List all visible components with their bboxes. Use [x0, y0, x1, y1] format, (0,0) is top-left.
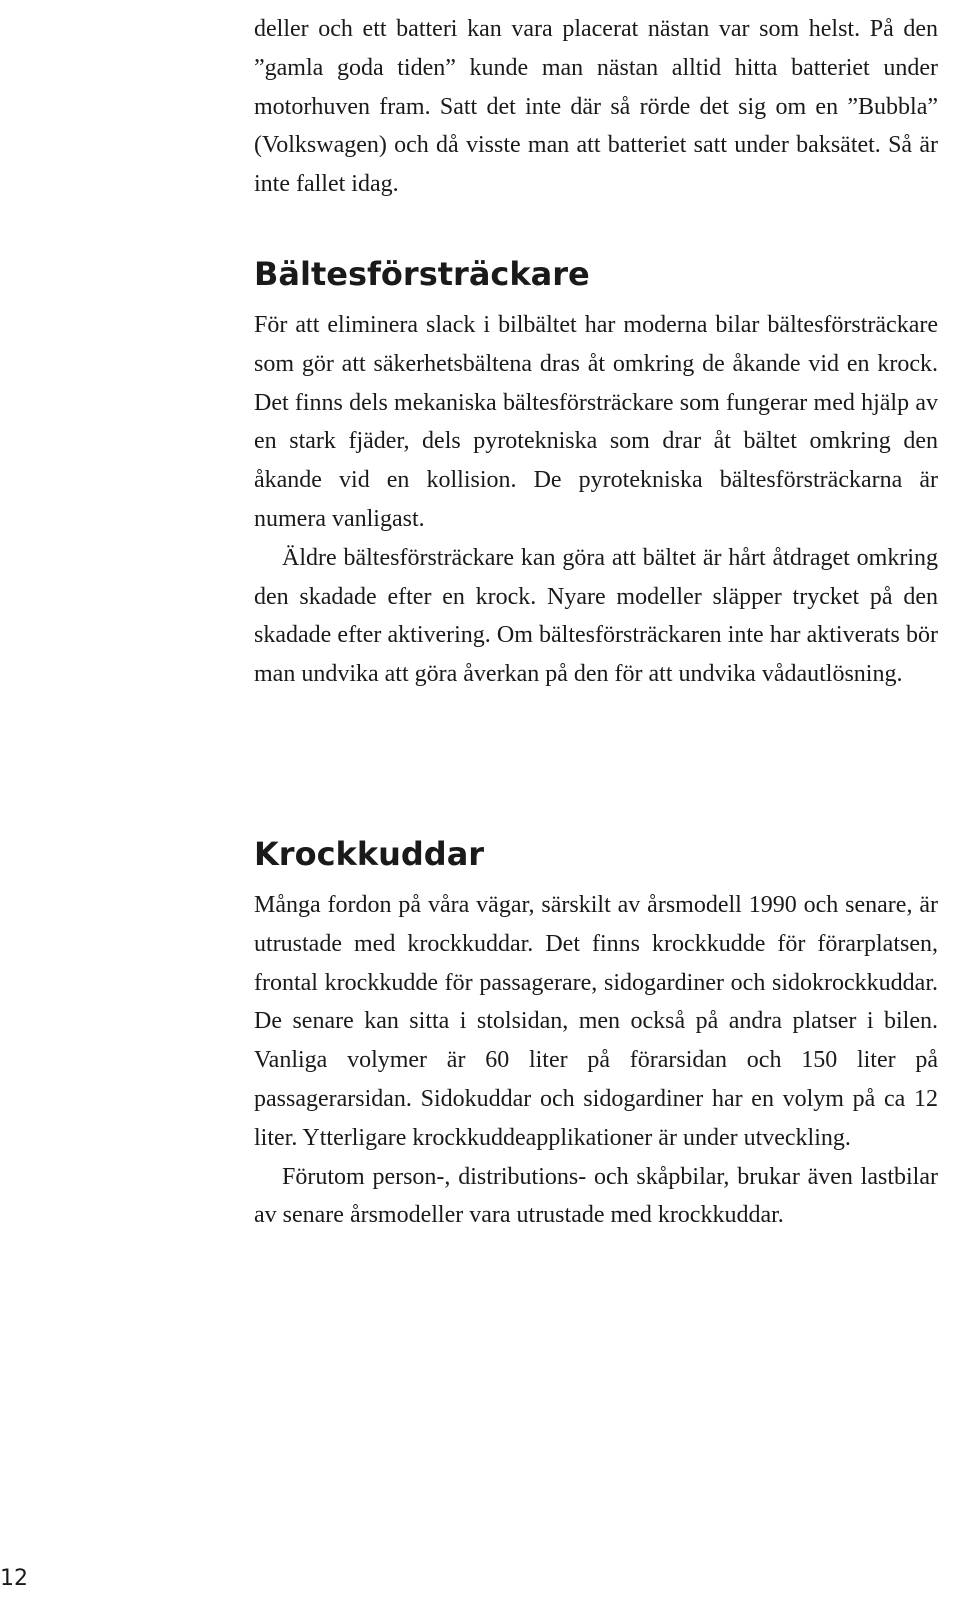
- paragraph: Många fordon på våra vägar, särskilt av årsmodell 1990 och senare, är utrustade med krockkuddar. Det finns krockkudde för förarplatsen, frontal krockkudde för passagerare, sidogardiner och sidokrockkuddar. De senare kan sitta i stolsidan, men också på andra platser i bilen. Vanliga volymer är 60 liter på förarsidan och 150 liter på passagerarsidan. Sidokuddar och sidogardiner har en volym på ca 12 liter. Ytterligare krockkuddeapplikationer är under utveckling.: [254, 892, 938, 1151]
- page-number: 12: [0, 1566, 28, 1591]
- intro-paragraph: deller och ett batteri kan vara placerat nästan var som helst. På den ”gamla goda tiden” kunde man nästan alltid hitta batteriet under motorhuven fram. Satt det inte där så rörde det sig om en ”Bubbla” (Volkswagen) och då visste man att batteriet satt under baksätet. Så är inte fallet idag.: [254, 16, 938, 198]
- paragraph: Förutom person-, distributions- och skåpbilar, brukar även lastbilar av senare årsmodeller vara utrustade med krockkuddar.: [254, 1163, 938, 1229]
- section-heading-baltesforstrackare: Bältesförsträckare: [254, 255, 590, 293]
- section-heading-krockkuddar: Krockkuddar: [254, 835, 485, 873]
- paragraph: För att eliminera slack i bilbältet har moderna bilar bältesförsträckare som gör att säkerhetsbältena dras åt omkring de åkande vid en krock. Det finns dels mekaniska bältesförsträckare som fungerar med hjälp av en stark fjäder, dels pyrotekniska som drar åt bältet omkring den åkande vid en kollision. De pyrotekniska bältesförsträckarna är numera vanligast.: [254, 312, 938, 532]
- section-body-baltesforstrackare: [254, 306, 938, 694]
- paragraph: Äldre bältesförsträckare kan göra att bältet är hårt åtdraget omkring den skadade efter en krock. Nyare modeller släpper trycket på den skadade efter aktivering. Om bältesförsträckaren inte har aktiverats bör man undvika att göra åverkan på den för att undvika vådautlösning.: [254, 544, 938, 688]
- section-body-krockkuddar: [254, 886, 938, 1235]
